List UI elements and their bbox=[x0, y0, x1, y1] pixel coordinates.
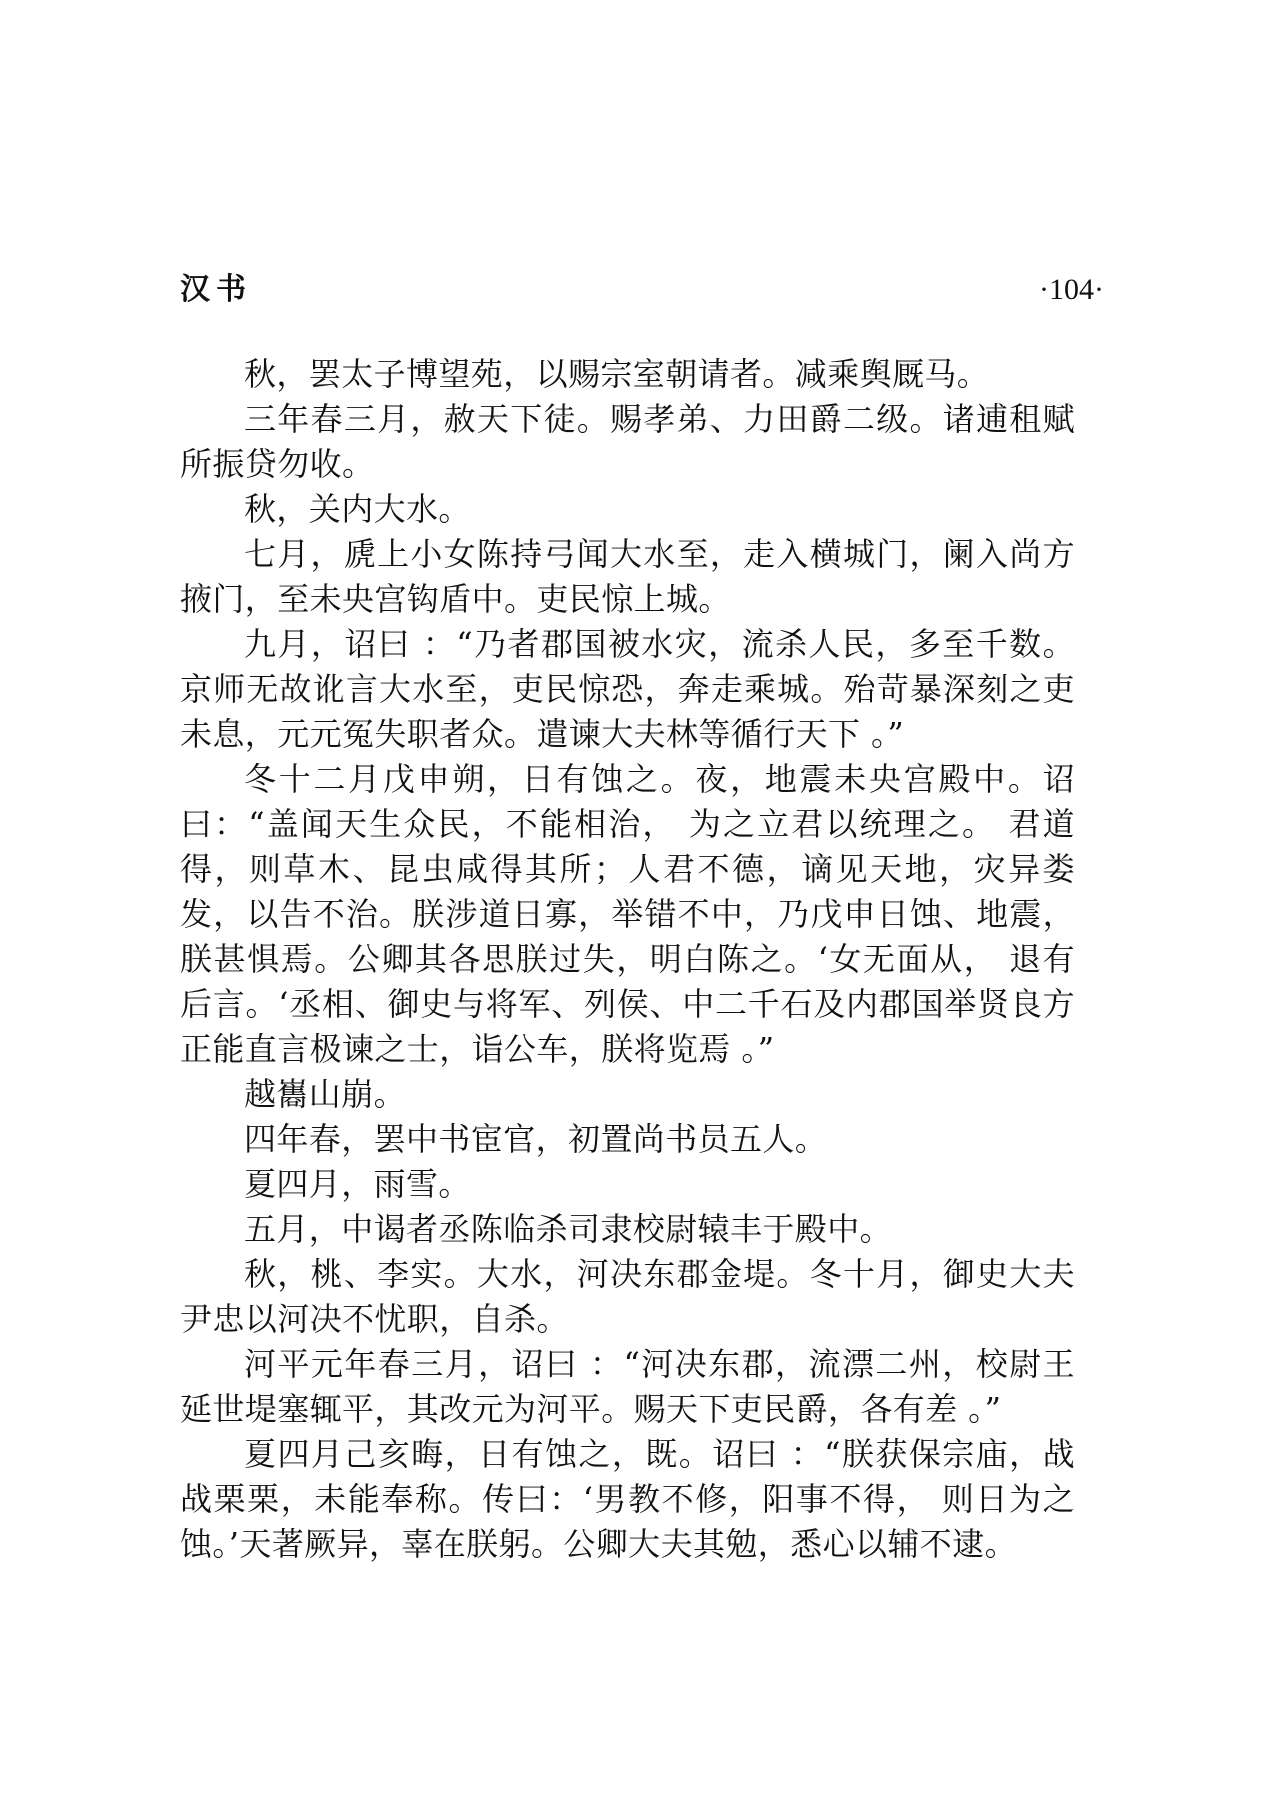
paragraph: 秋，桃、李实。大水，河决东郡金堤。冬十月，御史大夫尹忠以河决不忧职，自杀。 bbox=[180, 1255, 1075, 1338]
paragraph: 越巂山崩。 bbox=[244, 1075, 407, 1113]
page-header bbox=[180, 268, 1104, 312]
paragraph: 夏四月己亥晦，日有蚀之，既。诏曰 ：“朕获保宗庙，战战栗栗，未能奉称。传曰：‘男教不修，阳事不得， 则日为之蚀。’天著厥异，辜在朕躬。公卿大夫其勉，悉心以辅不逮。 bbox=[180, 1435, 1075, 1563]
page-body bbox=[180, 352, 1075, 1567]
paragraph: 冬十二月戊申朔，日有蚀之。夜，地震未央宫殿中。诏曰：“盖闻天生众民，不能相治， 为之立君以统理之。 君道得，则草木、昆虫咸得其所；人君不德，谪见天地，灾异娄发，以告不治。朕涉道日寡，举错不中，乃戊申日蚀、地震，朕甚惧焉。公卿其各思朕过失，明白陈之。‘女无面从， 退有后言。‘丞相、御史与将军、列侯、中二千石及内郡国举贤良方正能直言极谏之士，诣公车，朕将览焉 。” bbox=[180, 760, 1075, 1068]
paragraph: 秋，罢太子博望苑，以赐宗室朝请者。减乘舆厩马。 bbox=[244, 355, 990, 393]
page-number: ·104· bbox=[1039, 273, 1104, 306]
paragraph: 三年春三月，赦天下徒。赐孝弟、力田爵二级。诸逋租赋所振贷勿收。 bbox=[180, 400, 1075, 483]
paragraph: 七月，虒上小女陈持弓闻大水至，走入横城门，阑入尚方掖门，至未央宫钩盾中。吏民惊上城。 bbox=[180, 535, 1075, 618]
book-title: 汉书 bbox=[180, 272, 252, 307]
paragraph: 秋，关内大水。 bbox=[244, 490, 471, 528]
paragraph: 夏四月，雨雪。 bbox=[244, 1165, 471, 1203]
paragraph: 四年春，罢中书宦官，初置尚书员五人。 bbox=[244, 1120, 828, 1158]
paragraph: 九月，诏曰 ：“乃者郡国被水灾，流杀人民，多至千数。京师无故讹言大水至，吏民惊恐，奔走乘城。殆苛暴深刻之吏未息，元元冤失职者众。遣谏大夫林等循行天下 。” bbox=[180, 625, 1075, 753]
paragraph: 五月，中谒者丞陈临杀司隶校尉辕丰于殿中。 bbox=[244, 1210, 893, 1248]
paragraph: 河平元年春三月，诏曰 ：“河决东郡，流漂二州，校尉王延世堤塞辄平，其改元为河平。赐天下吏民爵，各有差 。” bbox=[180, 1345, 1075, 1428]
